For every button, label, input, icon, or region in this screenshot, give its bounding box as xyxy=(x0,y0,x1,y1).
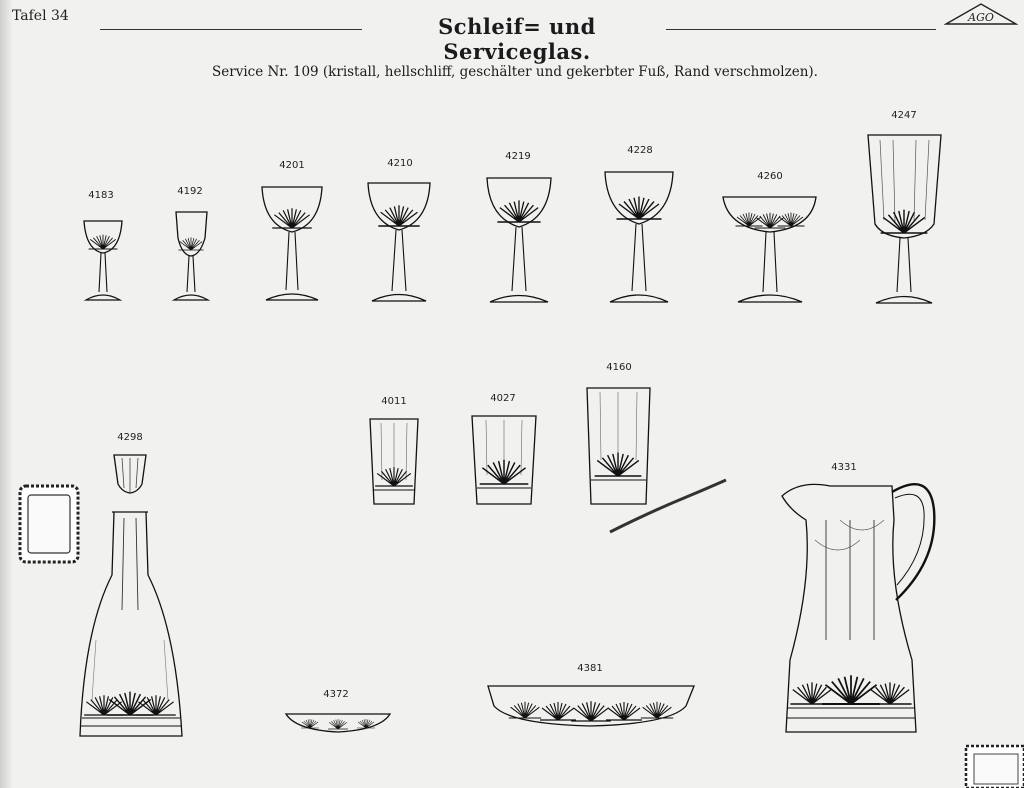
service-description: Service Nr. 109 (kristall, hellschliff, geschälter und gekerbter Fuß, Rand verschmolzen). xyxy=(212,64,818,80)
item-number-4183: 4183 xyxy=(88,190,114,201)
glass-4219-illustration xyxy=(487,178,551,302)
item-number-4192: 4192 xyxy=(177,186,203,197)
glass-4210-illustration xyxy=(368,183,430,301)
item-number-4331: 4331 xyxy=(831,462,857,473)
item-number-4027: 4027 xyxy=(490,393,516,404)
item-number-4228: 4228 xyxy=(627,145,653,156)
item-number-4247: 4247 xyxy=(891,110,917,121)
tumbler-4027-illustration xyxy=(472,416,536,504)
item-number-4219: 4219 xyxy=(505,151,531,162)
dish-4372-illustration xyxy=(286,714,390,732)
item-number-4201: 4201 xyxy=(279,160,305,171)
item-number-4260: 4260 xyxy=(757,171,783,182)
decanter-4298-illustration xyxy=(80,455,182,736)
bowl-4381-illustration xyxy=(488,686,694,726)
glass-4247-illustration xyxy=(868,135,941,303)
paper-crease-mark xyxy=(610,480,726,532)
glass-4228-illustration xyxy=(605,172,673,302)
glass-4183-illustration xyxy=(84,221,122,300)
glass-4260-illustration xyxy=(723,197,816,302)
tumbler-4160-illustration xyxy=(587,388,650,504)
item-number-4210: 4210 xyxy=(387,158,413,169)
glass-4192-illustration xyxy=(174,212,208,300)
glass-4201-illustration xyxy=(262,187,322,300)
logo-text: AGO xyxy=(968,11,994,24)
jug-4331-illustration xyxy=(782,484,934,732)
page-title: Schleif= und Serviceglas. xyxy=(438,14,596,64)
plate-number: Tafel 34 xyxy=(12,8,69,24)
item-number-4381: 4381 xyxy=(577,663,603,674)
item-number-4298: 4298 xyxy=(117,432,143,443)
item-number-4160: 4160 xyxy=(606,362,632,373)
item-number-4011: 4011 xyxy=(381,396,407,407)
item-number-4372: 4372 xyxy=(323,689,349,700)
tumbler-4011-illustration xyxy=(370,419,418,504)
